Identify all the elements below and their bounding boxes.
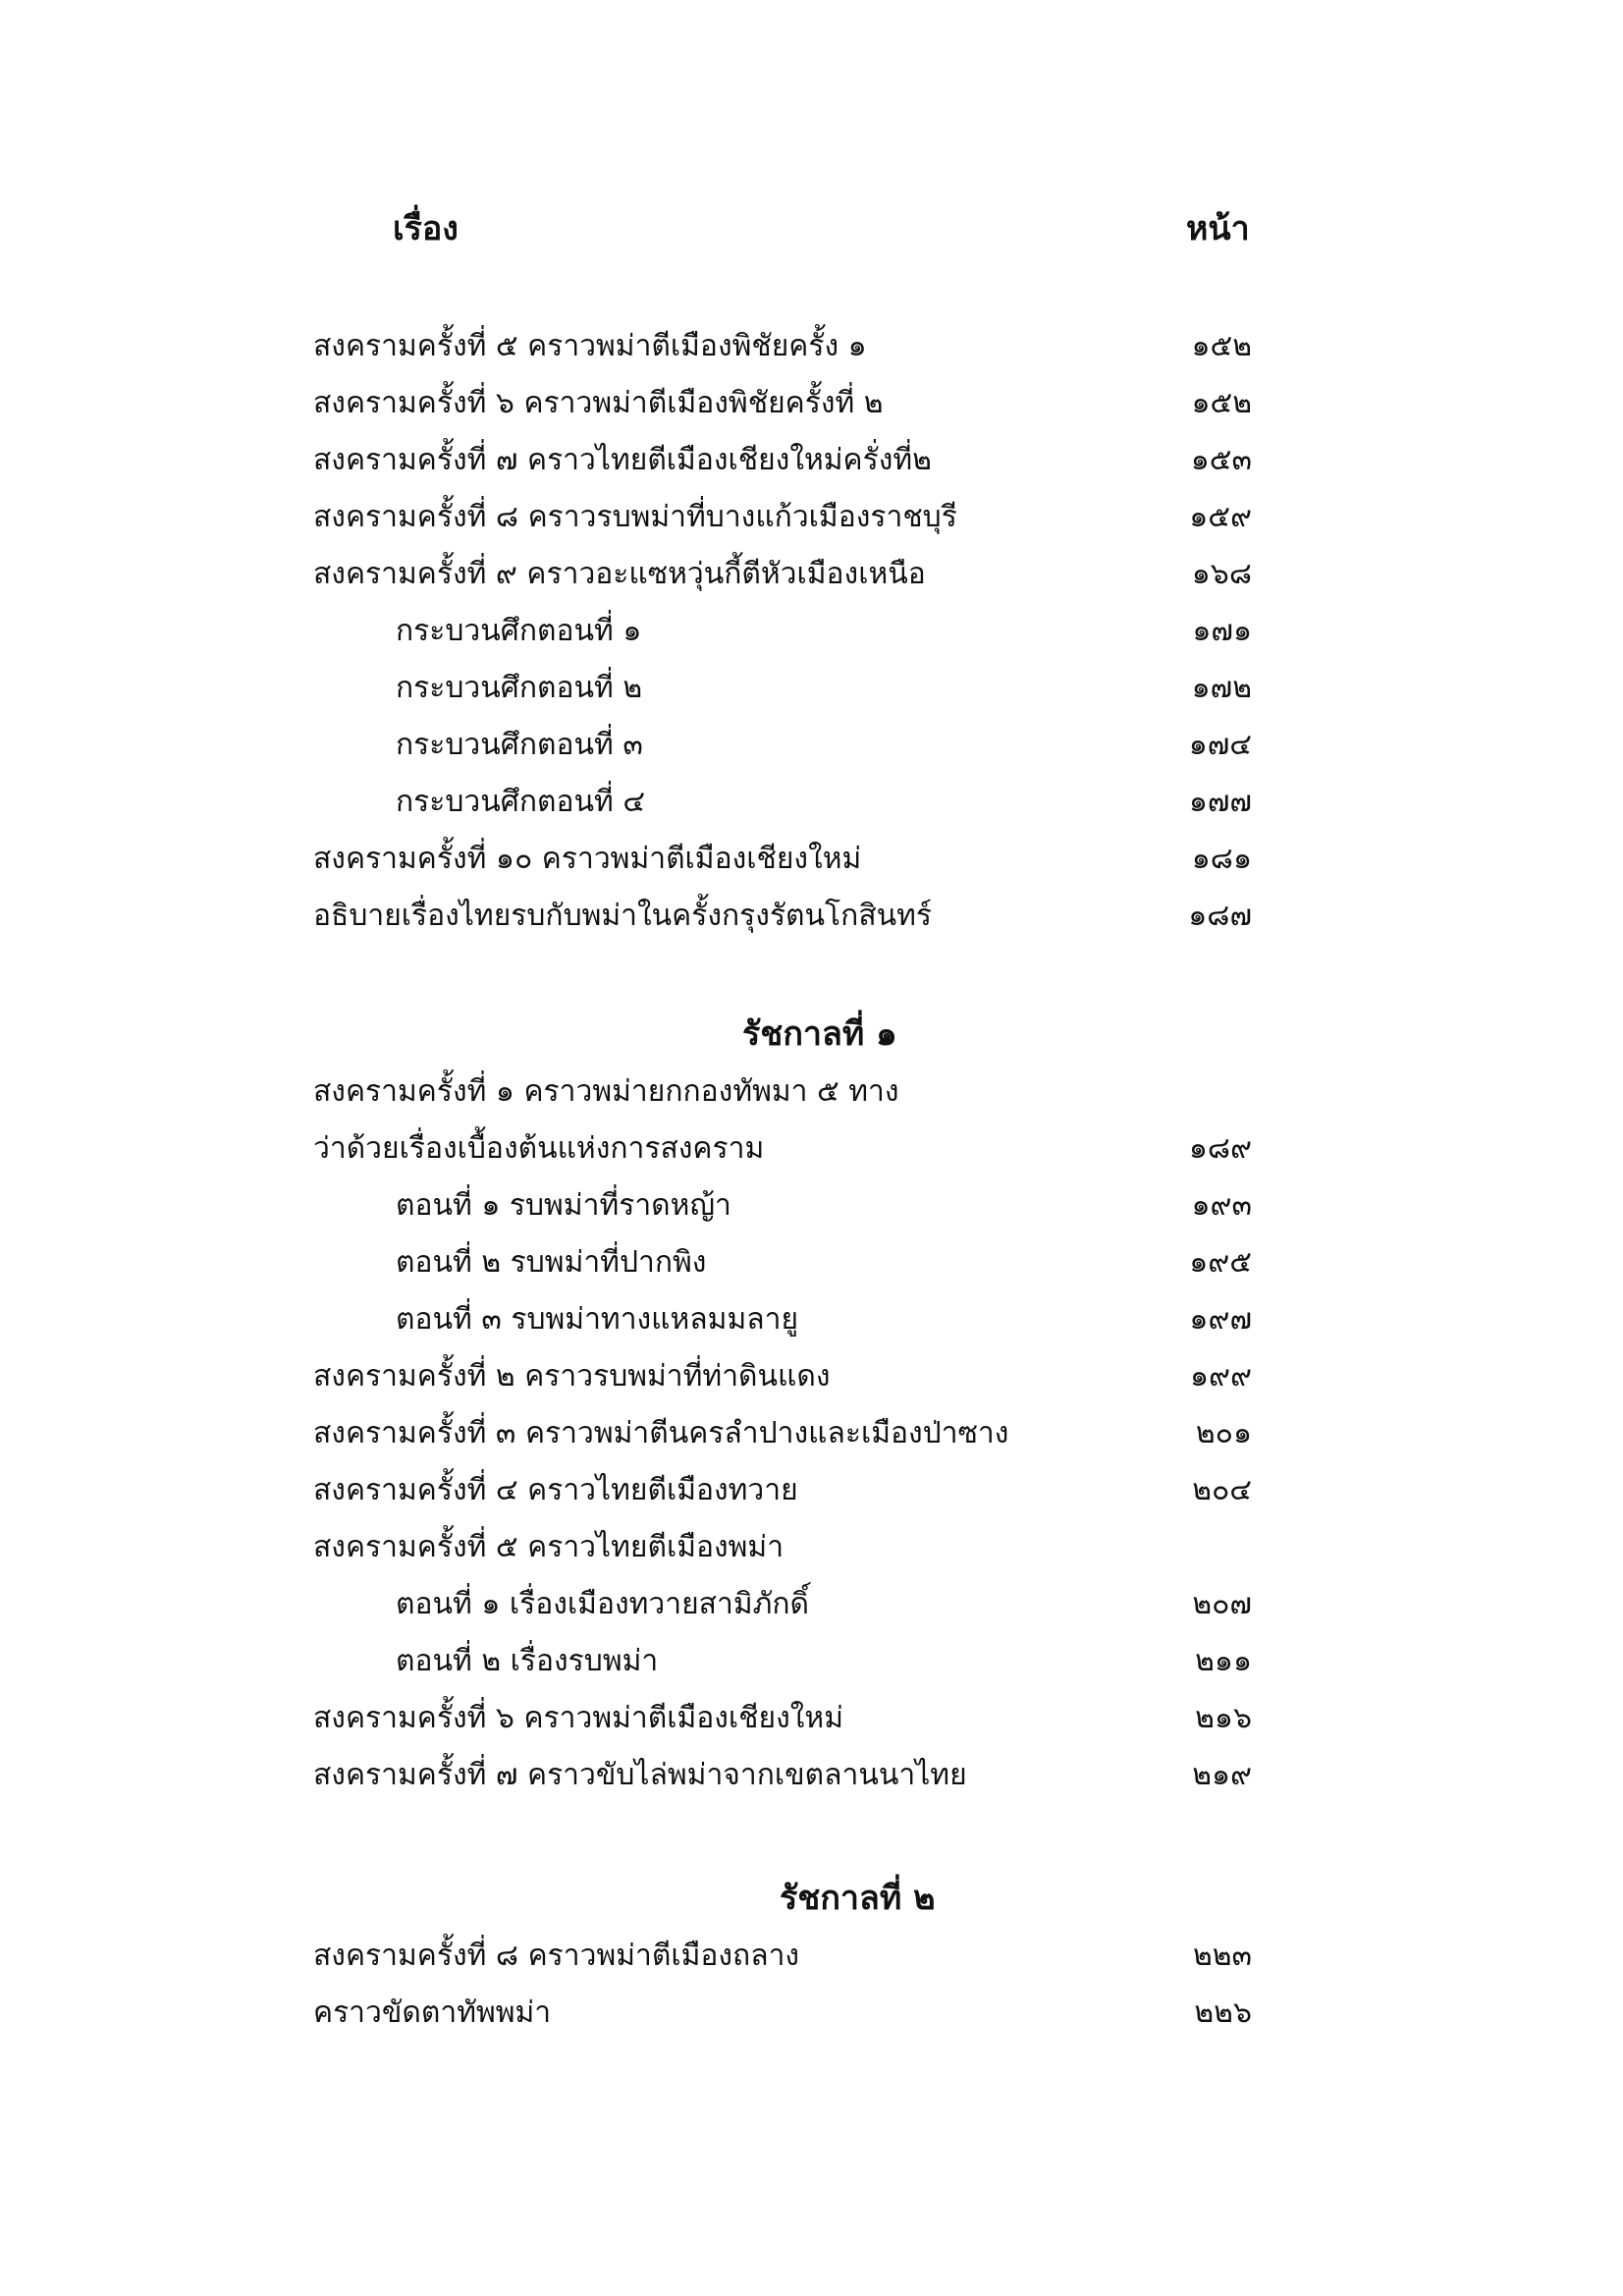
toc-entry-title: สงครามครั้งที่ ๕ คราวไทยตีเมืองพม่า — [313, 1530, 784, 1564]
toc-entry-title: ตอนที่ ๒ เรื่องรบพม่า — [396, 1644, 659, 1678]
toc-entry — [0, 888, 1623, 945]
toc-entry — [0, 318, 1623, 375]
toc-entry-page: ๑๙๓ — [1191, 1188, 1252, 1223]
toc-entry-page: ๒๐๔ — [1192, 1473, 1252, 1507]
toc-entry-title: สงครามครั้งที่ ๖ คราวพม่าตีเมืองพิชัยครั้งที่ ๒ — [313, 386, 884, 420]
toc-subentry — [0, 1177, 1623, 1234]
toc-entry-page: ๑๕๒ — [1191, 329, 1252, 363]
toc-entry-page: ๒๐๑ — [1195, 1416, 1252, 1450]
toc-section-reign-2 — [0, 1869, 1623, 2042]
toc-subentry — [0, 1576, 1623, 1633]
toc-entry — [0, 432, 1623, 489]
section-heading-text: รัชกาลที่ ๑ — [742, 1014, 897, 1054]
toc-entry-page: ๑๘๗ — [1188, 899, 1252, 933]
toc-entry — [0, 1690, 1623, 1747]
toc-entry-page: ๒๒๓ — [1192, 1939, 1252, 1973]
toc-entry-title: กระบวนศึกตอนที่ ๓ — [396, 728, 643, 762]
toc-entry — [0, 375, 1623, 432]
toc-entry-page: ๑๙๙ — [1190, 1359, 1252, 1394]
toc-entry-page: ๒๒๖ — [1194, 1995, 1252, 2030]
toc-subentry — [0, 660, 1623, 717]
toc-entry-page: ๑๕๓ — [1190, 443, 1252, 477]
toc-entry — [0, 1348, 1623, 1405]
toc-subentry — [0, 717, 1623, 774]
toc-entry-title: สงครามครั้งที่ ๕ คราวพม่าตีเมืองพิชัยครั้ง ๑ — [313, 329, 867, 363]
toc-section-1 — [0, 318, 1623, 945]
toc-entry-page: ๑๕๙ — [1189, 500, 1252, 534]
section-heading — [0, 1005, 1623, 1064]
toc-entry-page: ๑๗๒ — [1191, 671, 1252, 705]
toc-subentry — [0, 1234, 1623, 1291]
toc-entry-page: ๒๑๑ — [1195, 1644, 1252, 1678]
toc-entry-title: สงครามครั้งที่ ๔ คราวไทยตีเมืองทวาย — [313, 1473, 798, 1507]
toc-entry — [0, 489, 1623, 546]
toc-entry-title: ตอนที่ ๓ รบพม่าทางแหลมมลายู — [396, 1302, 799, 1337]
toc-entry-title: สงครามครั้งที่ ๗ คราวขับไล่พม่าจากเขตลานนาไทย — [313, 1758, 967, 1792]
toc-entry-title: สงครามครั้งที่ ๙ คราวอะแซหวุ่นกี้ตีหัวเมืองเหนือ — [313, 557, 926, 591]
toc-entry-page: ๑๖๘ — [1191, 557, 1252, 591]
toc-entry — [0, 1985, 1623, 2042]
toc-entry — [0, 1928, 1623, 1985]
toc-entry — [0, 831, 1623, 888]
toc-entry-page: ๑๙๕ — [1189, 1245, 1252, 1280]
toc-entry-title: สงครามครั้งที่ ๑ คราวพม่ายกกองทัพมา ๕ ทาง — [313, 1074, 899, 1109]
section-heading-text: รัชกาลที่ ๒ — [780, 1879, 936, 1918]
toc-entry-page: ๑๗๑ — [1192, 614, 1252, 648]
toc-entry-title: อธิบายเรื่องไทยรบกับพม่าในครั้งกรุงรัตนโกสินทร์ — [313, 899, 933, 933]
toc-entry — [0, 546, 1623, 603]
toc-entry-title: สงครามครั้งที่ ๑๐ คราวพม่าตีเมืองเชียงใหม่ — [313, 842, 862, 876]
section-heading — [0, 1869, 1623, 1928]
toc-section-reign-1 — [0, 1005, 1623, 1804]
toc-entry — [0, 1405, 1623, 1462]
toc-entry — [0, 1519, 1623, 1576]
toc-entry — [0, 1121, 1623, 1177]
toc-entry-page: ๑๙๗ — [1189, 1302, 1252, 1337]
toc-entry-title: สงครามครั้งที่ ๓ คราวพม่าตีนครลำปางและเมืองป่าซาง — [313, 1416, 1009, 1450]
toc-entry-title: ตอนที่ ๑ รบพม่าที่ราดหญ้า — [396, 1188, 731, 1223]
toc-entry — [0, 1064, 1623, 1121]
toc-subentry — [0, 603, 1623, 660]
toc-entry-page: ๑๗๗ — [1188, 785, 1252, 819]
toc-subentry — [0, 774, 1623, 831]
toc-entry-page: ๑๕๒ — [1191, 386, 1252, 420]
toc-entry-title: ว่าด้วยเรื่องเบื้องต้นแห่งการสงคราม — [313, 1131, 765, 1166]
toc-entry-title: กระบวนศึกตอนที่ ๔ — [396, 785, 646, 819]
toc-entry-page: ๑๗๔ — [1188, 728, 1252, 762]
toc-entry — [0, 1462, 1623, 1519]
toc-subentry — [0, 1633, 1623, 1690]
toc-entry-page: ๒๑๙ — [1192, 1758, 1252, 1792]
toc-entry-title: ตอนที่ ๑ เรื่องเมืองทวายสามิภักดิ์ — [396, 1587, 810, 1621]
toc-entry-title: สงครามครั้งที่ ๘ คราวพม่าตีเมืองถลาง — [313, 1939, 800, 1973]
toc-entry-page: ๒๐๗ — [1192, 1587, 1252, 1621]
toc-entry-title: สงครามครั้งที่ ๗ คราวไทยตีเมืองเชียงใหม่ครั่งที่๒ — [313, 443, 932, 477]
toc-entry-title: สงครามครั้งที่ ๖ คราวพม่าตีเมืองเชียงใหม่ — [313, 1701, 843, 1735]
toc-entry — [0, 1747, 1623, 1804]
toc-entry-page: ๑๘๙ — [1188, 1131, 1252, 1166]
toc-entry-page: ๒๑๖ — [1195, 1701, 1252, 1735]
page-column-header: หน้า — [1186, 209, 1250, 248]
toc-entry-title: ตอนที่ ๒ รบพม่าที่ปากพิง — [396, 1245, 707, 1280]
toc-entry-title: กระบวนศึกตอนที่ ๒ — [396, 671, 643, 705]
toc-entry-page: ๑๘๑ — [1191, 842, 1252, 876]
toc-entry-title: สงครามครั้งที่ ๒ คราวรบพม่าที่ท่าดินแดง — [313, 1359, 831, 1394]
toc-entry-title: สงครามครั้งที่ ๘ คราวรบพม่าที่บางแก้วเมืองราชบุรี — [313, 500, 957, 534]
toc-subentry — [0, 1291, 1623, 1348]
topic-column-header: เรื่อง — [393, 209, 459, 248]
toc-entry-title: กระบวนศึกตอนที่ ๑ — [396, 614, 642, 648]
toc-entry-title: คราวขัดตาทัพพม่า — [313, 1995, 552, 2030]
